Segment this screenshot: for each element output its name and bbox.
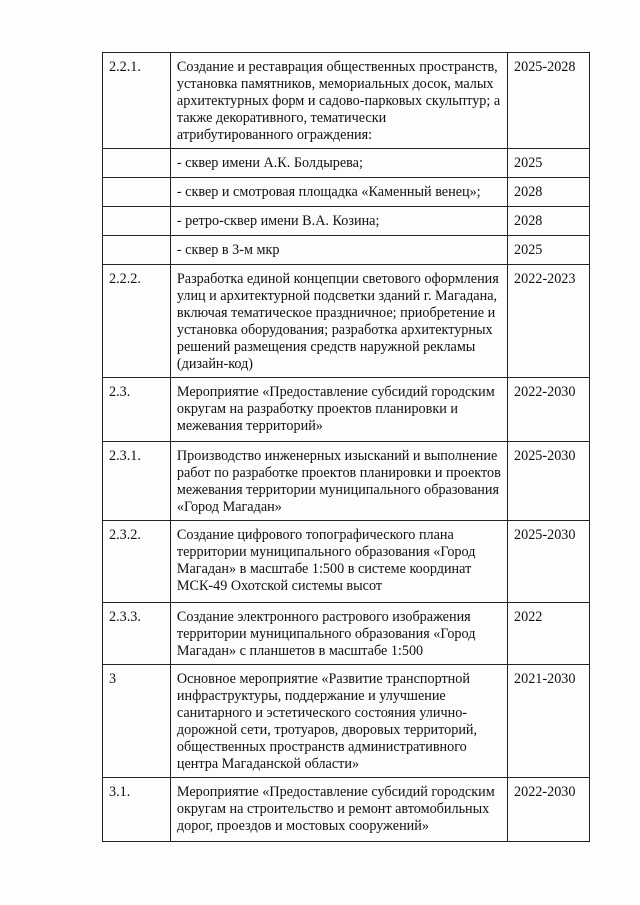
row-description-cell: - сквер в 3-м мкр [170,236,507,265]
row-description-cell: Создание электронного растрового изображения территории муниципального образования «Город Магадан» с планшетов в масштабе 1:500 [170,603,507,665]
row-number-cell: 3.1. [103,778,171,842]
row-period-cell: 2022-2023 [508,265,590,378]
row-period-cell: 2025-2030 [508,442,590,521]
row-description-cell: Основное мероприятие «Развитие транспортной инфраструктуры, поддержание и улучшение санитарного и эстетического состояния улично-дорожной сети, тротуаров, дворовых территорий, общественных пространств административного центра Магаданской области» [170,665,507,778]
row-number-cell: 2.2.1. [103,53,171,149]
row-number-cell [103,178,171,207]
table-row [103,378,590,442]
row-description-cell: Мероприятие «Предоставление субсидий городским округам на строительство и ремонт автомобильных дорог, проездов и мостовых сооружений» [170,778,507,842]
row-description-cell: Создание и реставрация общественных пространств, установка памятников, мемориальных досок, малых архитектурных форм и садово-парковых скульптур; а также декоративного, тематически атрибутированного ограждения: [170,53,507,149]
row-number-cell: 2.3.3. [103,603,171,665]
row-period-cell: 2025-2030 [508,521,590,603]
row-description-cell: Разработка единой концепции светового оформления улиц и архитектурной подсветки зданий г. Магадана, включая тематическое праздничное; приобретение и установка оборудования; разработка архитектурных решений размещения средств наружной рекламы (дизайн-код) [170,265,507,378]
row-number-cell: 3 [103,665,171,778]
row-number-cell: 2.2.2. [103,265,171,378]
row-period-cell: 2025 [508,236,590,265]
row-period-cell: 2025 [508,149,590,178]
row-description-cell: - сквер и смотровая площадка «Каменный венец»; [170,178,507,207]
table-row [103,178,590,207]
row-number-cell [103,236,171,265]
row-description-cell: Производство инженерных изысканий и выполнение работ по разработке проектов планировки и проектов межевания территории муниципального образования «Город Магадан» [170,442,507,521]
row-period-cell: 2022-2030 [508,378,590,442]
row-description-cell: Создание цифрового топографического плана территории муниципального образования «Город Магадан» в масштабе 1:500 в системе координат МСК-49 Охотской системы высот [170,521,507,603]
row-number-cell: 2.3. [103,378,171,442]
table-row [103,236,590,265]
row-description-cell: - сквер имени А.К. Болдырева; [170,149,507,178]
table-row [103,778,590,842]
row-period-cell: 2021-2030 [508,665,590,778]
table-row [103,665,590,778]
row-period-cell: 2028 [508,207,590,236]
row-number-cell [103,149,171,178]
row-period-cell: 2028 [508,178,590,207]
table-row [103,521,590,603]
row-period-cell: 2022 [508,603,590,665]
row-description-cell: - ретро-сквер имени В.А. Козина; [170,207,507,236]
table-row [103,603,590,665]
row-number-cell: 2.3.1. [103,442,171,521]
table-row [103,53,590,149]
measures-table [102,52,590,842]
row-period-cell: 2022-2030 [508,778,590,842]
table-row [103,442,590,521]
table-row [103,265,590,378]
row-number-cell [103,207,171,236]
table-row [103,149,590,178]
table-row [103,207,590,236]
row-description-cell: Мероприятие «Предоставление субсидий городским округам на разработку проектов планировки и межевания территорий» [170,378,507,442]
row-number-cell: 2.3.2. [103,521,171,603]
row-period-cell: 2025-2028 [508,53,590,149]
